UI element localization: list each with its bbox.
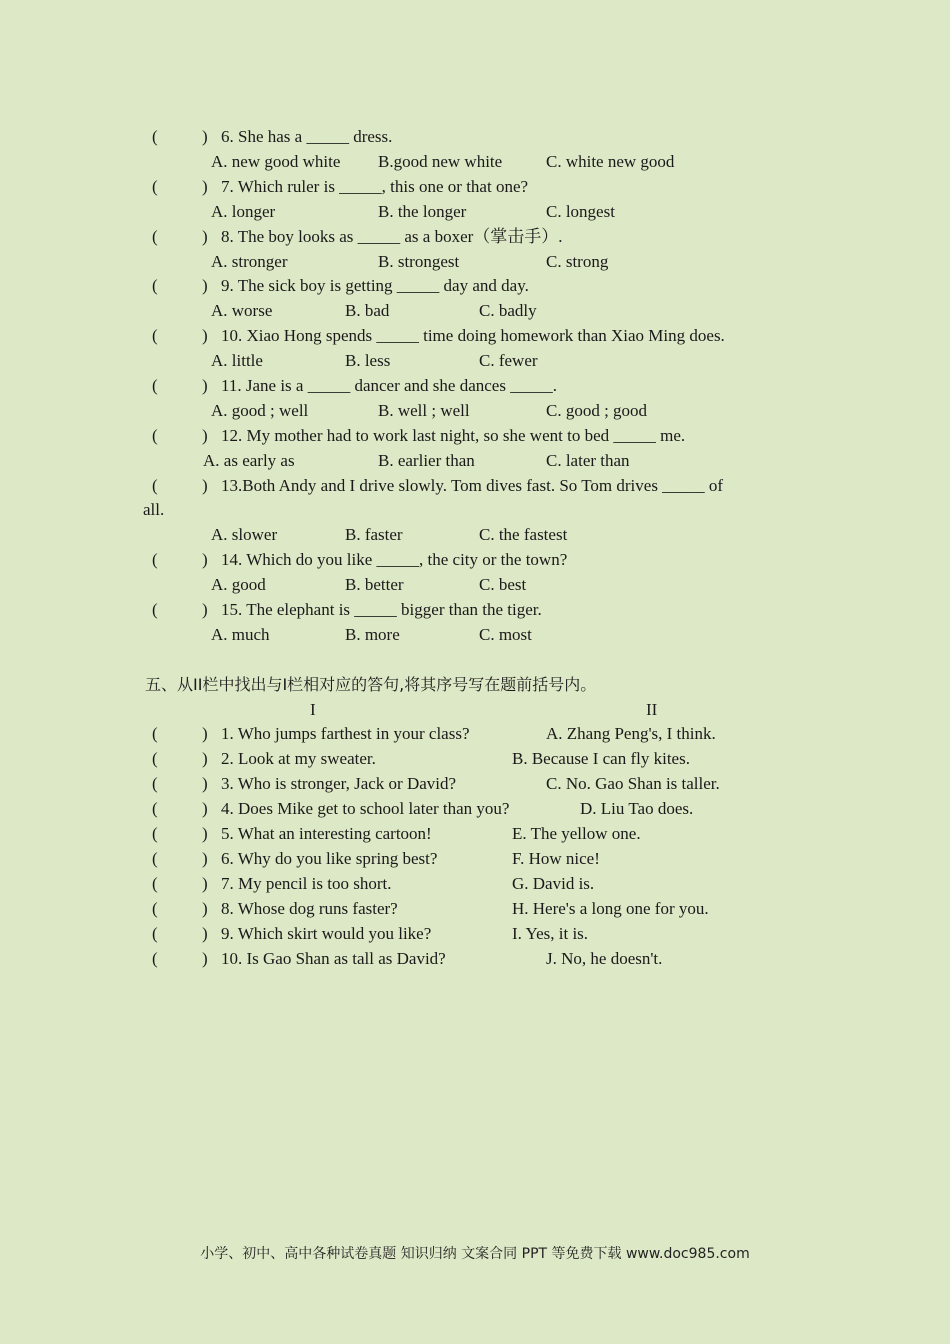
option-b: B.good new white <box>378 152 503 171</box>
section-heading: 五、从II栏中找出与I栏相对应的答句,将其序号写在题前括号内。 <box>145 675 597 694</box>
match-question: 1. Who jumps farthest in your class? <box>221 724 470 743</box>
options-line <box>0 249 950 274</box>
option-a: A. good ; well <box>211 401 309 420</box>
option-a: A. worse <box>211 301 273 320</box>
match-question: 6. Why do you like spring best? <box>221 849 438 868</box>
option-a: A. new good white <box>211 152 341 171</box>
match-answer: G. David is. <box>512 874 595 893</box>
question-line: ( ) 15. The elephant is _____ bigger than the tiger. <box>0 597 950 622</box>
option-a: A. good <box>211 575 266 594</box>
option-c: C. most <box>479 625 532 644</box>
match-row: ( ) 2. Look at my sweater. B. Because I can fly kites. <box>0 746 950 771</box>
option-c: C. best <box>479 575 527 594</box>
match-question: 8. Whose dog runs faster? <box>221 899 398 918</box>
options-line <box>0 348 950 373</box>
option-b: B. less <box>345 351 391 370</box>
match-answer: J. No, he doesn't. <box>546 949 663 968</box>
match-row: ( ) 3. Who is stronger, Jack or David? C. No. Gao Shan is taller. <box>0 771 950 796</box>
question-line: ( ) 7. Which ruler is _____, this one or that one? <box>0 174 950 199</box>
option-b: B. more <box>345 625 400 644</box>
option-b: B. earlier than <box>378 451 475 470</box>
match-answer: I. Yes, it is. <box>512 924 589 943</box>
options-line <box>0 572 950 597</box>
match-answer: H. Here's a long one for you. <box>512 899 709 918</box>
option-b: B. bad <box>345 301 390 320</box>
match-question: 5. What an interesting cartoon! <box>221 824 432 843</box>
question-text: 10. Xiao Hong spends _____ time doing homework than Xiao Ming does. <box>221 326 725 345</box>
match-answer: E. The yellow one. <box>512 824 641 843</box>
option-a: A. as early as <box>203 451 295 470</box>
match-question: 9. Which skirt would you like? <box>221 924 432 943</box>
option-a: A. slower <box>211 525 278 544</box>
option-c: C. later than <box>546 451 630 470</box>
option-c: C. white new good <box>546 152 675 171</box>
match-answer: A. Zhang Peng's, I think. <box>546 724 716 743</box>
question-text: 13.Both Andy and I drive slowly. Tom dives fast. So Tom drives _____ of <box>221 476 724 495</box>
match-row: ( ) 5. What an interesting cartoon! E. The yellow one. <box>0 821 950 846</box>
match-question: 4. Does Mike get to school later than you? <box>221 799 510 818</box>
question-line: ( ) 10. Xiao Hong spends _____ time doing homework than Xiao Ming does. <box>0 323 950 348</box>
options-line <box>0 199 950 224</box>
match-answer: C. No. Gao Shan is taller. <box>546 774 720 793</box>
match-question: 3. Who is stronger, Jack or David? <box>221 774 457 793</box>
question-text: 8. The boy looks as _____ as a boxer（掌击手）. <box>221 227 563 246</box>
question-line: ( ) 9. The sick boy is getting _____ day and day. <box>0 273 950 298</box>
match-row: ( ) 8. Whose dog runs faster? H. Here's a long one for you. <box>0 896 950 921</box>
option-b: B. the longer <box>378 202 467 221</box>
question-text: 11. Jane is a _____ dancer and she dances _____. <box>221 376 557 395</box>
option-c: C. longest <box>546 202 615 221</box>
options-line <box>0 522 950 547</box>
column-ii-label: II <box>646 700 658 719</box>
question-continuation: all. <box>143 500 165 519</box>
question-line: ( ) 8. The boy looks as _____ as a boxer（掌击手）. <box>0 224 950 249</box>
option-b: B. better <box>345 575 404 594</box>
option-a: A. longer <box>211 202 276 221</box>
match-row: ( ) 1. Who jumps farthest in your class? A. Zhang Peng's, I think. <box>0 721 950 746</box>
match-answer: B. Because I can fly kites. <box>512 749 690 768</box>
column-i-label: I <box>310 700 316 719</box>
option-b: B. well ; well <box>378 401 470 420</box>
option-c: C. good ; good <box>546 401 648 420</box>
match-row: ( ) 7. My pencil is too short. G. David is. <box>0 871 950 896</box>
match-question: 2. Look at my sweater. <box>221 749 376 768</box>
match-row: ( ) 10. Is Gao Shan as tall as David? J. No, he doesn't. <box>0 946 950 971</box>
match-answer: F. How nice! <box>512 849 600 868</box>
option-b: B. strongest <box>378 252 460 271</box>
option-a: A. much <box>211 625 270 644</box>
match-row: ( ) 6. Why do you like spring best? F. How nice! <box>0 846 950 871</box>
options-line <box>0 298 950 323</box>
question-text: 9. The sick boy is getting _____ day and day. <box>221 276 529 295</box>
question-text: 6. She has a _____ dress. <box>221 127 393 146</box>
question-line: ( ) 6. She has a _____ dress. <box>0 124 950 149</box>
question-text: 15. The elephant is _____ bigger than the tiger. <box>221 600 542 619</box>
question-text: 12. My mother had to work last night, so she went to bed _____ me. <box>221 426 686 445</box>
match-question: 10. Is Gao Shan as tall as David? <box>221 949 446 968</box>
options-line <box>0 622 950 647</box>
match-answer: D. Liu Tao does. <box>580 799 694 818</box>
options-line <box>0 149 950 174</box>
question-line: ( ) 11. Jane is a _____ dancer and she dances _____. <box>0 373 950 398</box>
option-c: C. fewer <box>479 351 538 370</box>
option-a: A. stronger <box>211 252 288 271</box>
options-line <box>0 398 950 423</box>
option-c: C. the fastest <box>479 525 568 544</box>
option-a: A. little <box>211 351 263 370</box>
question-text: 7. Which ruler is _____, this one or that one? <box>221 177 529 196</box>
match-row: ( ) 4. Does Mike get to school later than you? D. Liu Tao does. <box>0 796 950 821</box>
question-line: ( ) 13.Both Andy and I drive slowly. Tom dives fast. So Tom drives _____ of <box>0 473 950 498</box>
match-question: 7. My pencil is too short. <box>221 874 392 893</box>
question-text: 14. Which do you like _____, the city or the town? <box>221 550 568 569</box>
options-line <box>0 448 950 473</box>
option-b: B. faster <box>345 525 403 544</box>
option-c: C. strong <box>546 252 609 271</box>
match-row: ( ) 9. Which skirt would you like? I. Yes, it is. <box>0 921 950 946</box>
question-line: ( ) 14. Which do you like _____, the city or the town? <box>0 547 950 572</box>
page-footer: 小学、初中、高中各种试卷真题 知识归纳 文案合同 PPT 等免费下载 www.doc985.com <box>200 1246 750 1262</box>
option-c: C. badly <box>479 301 537 320</box>
question-line: ( ) 12. My mother had to work last night, so she went to bed _____ me. <box>0 423 950 448</box>
